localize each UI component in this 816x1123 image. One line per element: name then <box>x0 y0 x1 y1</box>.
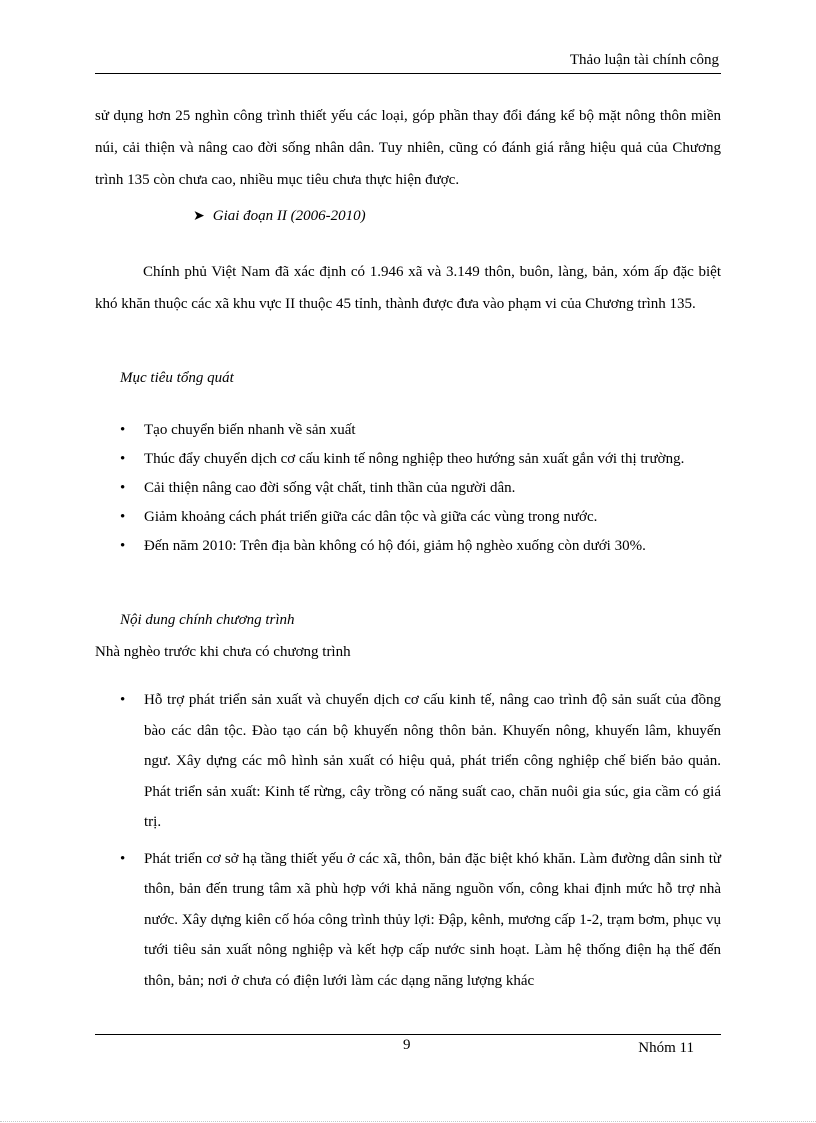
bullet-icon: • <box>120 850 126 867</box>
header-title: Thảo luận tài chính công <box>569 52 719 68</box>
list-item <box>120 685 721 838</box>
bullet-icon: • <box>120 509 126 525</box>
goal-text: Cải thiện nâng cao đời sống vật chất, tinh thần của người dân. <box>144 480 516 496</box>
list-item <box>120 844 721 997</box>
list-item <box>120 415 721 445</box>
header-divider <box>95 73 721 74</box>
goals-list <box>120 415 721 560</box>
list-item <box>120 444 721 474</box>
goal-text: Giảm khoảng cách phát triển giữa các dân tộc và giữa các vùng trong nước. <box>144 509 598 525</box>
intro-paragraph: sử dụng hơn 25 nghìn công trình thiết yếu các loại, góp phần thay đổi đáng kể bộ mặt nông thôn miền núi, cải thiện và nâng cao đời sống nhân dân. Tuy nhiên, cũng có đánh giá rằng hiệu quả của Chương trình 135 còn chưa cao, nhiều mục tiêu chưa thực hiện được. <box>95 108 721 188</box>
footer-divider <box>95 1034 721 1035</box>
goal-text: Thúc đẩy chuyển dịch cơ cấu kinh tế nông nghiệp theo hướng sản xuất gắn với thị trường. <box>144 451 685 467</box>
page-number: 9 <box>403 1037 411 1053</box>
list-item <box>120 502 721 532</box>
bullet-icon: • <box>120 538 126 554</box>
content-subline: Nhà nghèo trước khi chưa có chương trình <box>95 644 351 660</box>
phase-heading <box>193 208 366 225</box>
phase-title: Giai đoạn II (2006-2010) <box>212 208 366 224</box>
bullet-icon: • <box>120 692 126 708</box>
content-text: Hỗ trợ phát triển sản xuất và chuyển dịch cơ cấu kinh tế, nâng cao trình độ sản suất của đồng bào các dân tộc. Đào tạo cán bộ khuyến nông thôn bản. Khuyến nông, khuyến lâm, khuyến ngư. Xây dựng các mô hình sản xuất có hiệu quả, phát triển công nghiệp chế biến bảo quản. Phát triển sản xuất: Kinh tế rừng, cây trồng có năng suất cao, chăn nuôi gia súc, gia cầm có giá trị. <box>144 692 721 830</box>
bullet-icon: • <box>120 480 126 496</box>
content-heading: Nội dung chính chương trình <box>120 612 295 628</box>
content-list <box>120 685 721 1002</box>
bullet-icon: • <box>120 451 126 467</box>
arrow-bullet-icon: ➤ <box>193 209 205 224</box>
bullet-icon: • <box>120 422 126 438</box>
goal-text: Tạo chuyển biến nhanh về sản xuất <box>144 422 356 438</box>
phase-paragraph: Chính phủ Việt Nam đã xác định có 1.946 xã và 3.149 thôn, buôn, làng, bản, xóm ấp đặc biệt khó khăn thuộc các xã khu vực II thuộc 45 tỉnh, thành được đưa vào phạm vi của Chương trình 135. <box>95 264 721 312</box>
list-item <box>120 531 721 561</box>
list-item <box>120 473 721 503</box>
goal-text: Đến năm 2010: Trên địa bàn không có hộ đói, giảm hộ nghèo xuống còn dưới 30%. <box>144 538 646 554</box>
content-text: Phát triển cơ sở hạ tầng thiết yếu ở các xã, thôn, bản đặc biệt khó khăn. Làm đường dân sinh từ thôn, bản đến trung tâm xã phù hợp với khả năng nguồn vốn, công khai định mức hỗ trợ nhà nước. Xây dựng kiên cố hóa công trình thủy lợi: Đập, kênh, mương cấp 1-2, trạm bơm, phục vụ tưới tiêu sản xuất nông nghiệp và kết hợp cấp nước sinh hoạt. Làm hệ thống điện hạ thế đến thôn, bản; nơi ở chưa có điện lưới làm các dạng năng lượng khác <box>144 850 721 989</box>
footer-group-label: Nhóm 11 <box>638 1040 694 1056</box>
page-edge-divider <box>0 1121 816 1122</box>
goals-heading: Mục tiêu tổng quát <box>120 370 234 386</box>
